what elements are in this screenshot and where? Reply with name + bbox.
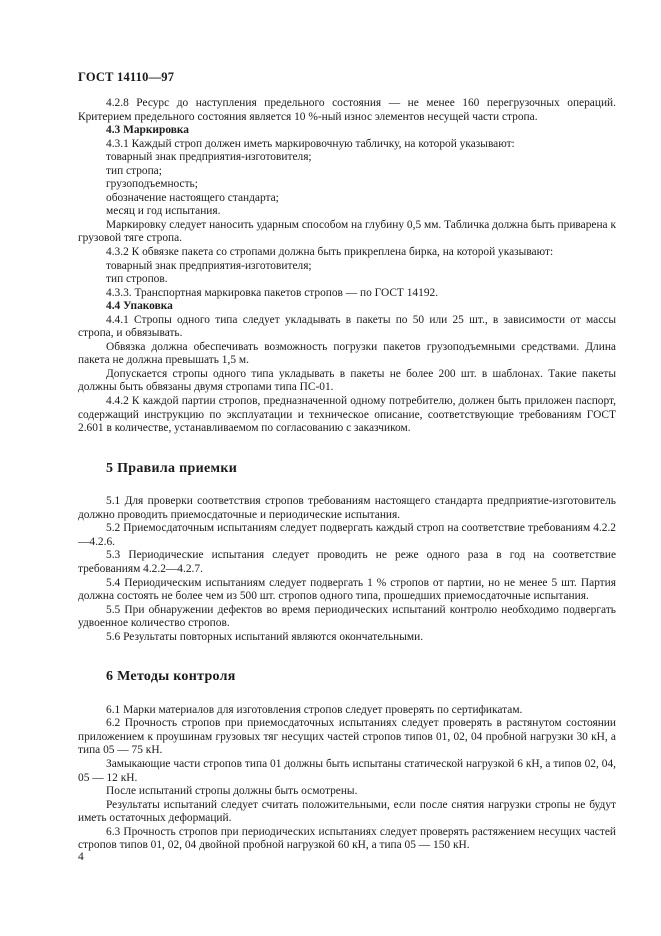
paragraph: 5.5 При обнаружении дефектов во время периодических испытаний контролю необходимо подвергать удвоенное количество стропов. [78, 603, 616, 630]
section-heading: 6 Методы контроля [106, 669, 236, 685]
list-item: месяц и год испытания. [106, 205, 221, 218]
paragraph: 4.3.3. Транспортная маркировка пакетов стропов — по ГОСТ 14192. [106, 286, 439, 299]
list-item: тип стропа; [106, 164, 162, 177]
paragraph: 4.2.8 Ресурс до наступления предельного состояния — не менее 160 перегрузочных операций. Критерием предельного состояния является 10 %-ный износ элементов несущей части стропа. [78, 97, 616, 123]
paragraph: Допускается стропы одного типа укладывать в пакеты не более 200 шт. в шаблонах. Такие пакеты должны быть обвязаны двумя стропами типа ПС-01. [78, 367, 616, 394]
paragraph: 6.1 Марки материалов для изготовления стропов следует проверять по сертификатам. [106, 703, 523, 716]
paragraph: 6.2 Прочность стропов при приемосдаточных испытаниях следует проверять в растянутом состоянии приложением к проушинам грузовых тяг несущих частей стропов типов 01, 02, 04 пробной нагрузки 30 кН, а типа 05 — 75 кН. [78, 717, 616, 757]
paragraph: 5.3 Периодические испытания следует проводить не реже одного раза в год на соответствие требованиям 4.2.2—4.2.7. [78, 549, 616, 575]
paragraph: 6.3 Прочность стропов при периодических испытаниях следует проверять растяжением несущих частей стропов типов 01, 02, 04 двойной пробной нагрузкой 60 кН, а типа 05 — 150 кН. [78, 825, 616, 852]
paragraph: После испытаний стропы должны быть осмотрены. [106, 785, 358, 798]
paragraph: Замыкающие части стропов типа 01 должны быть испытаны статической нагрузкой 6 кН, а типов 02, 04, 05 — 12 кН. [78, 757, 616, 784]
paragraph: 4.4.1 Стропы одного типа следует укладывать в пакеты по 50 или 25 шт., в зависимости от массы стропа, и обвязывать. [78, 313, 616, 340]
list-item: тип стропов. [106, 273, 168, 286]
document-body [78, 97, 616, 853]
paragraph: Обвязка должна обеспечивать возможность погрузки пакетов грузоподъемными средствами. Длина пакета не должна превышать 1,5 м. [78, 340, 616, 367]
paragraph: 5.4 Периодическим испытаниям следует подвергать 1 % стропов от партии, но не менее 5 шт. Партия должна состоять не более чем из 500 шт. стропов одного типа, прошедших приемосдаточные испытания. [78, 576, 616, 603]
list-item: товарный знак предприятия-изготовителя; [106, 151, 312, 164]
section-spacer [78, 436, 616, 462]
subsection-heading: 4.3 Маркировка [106, 124, 189, 137]
list-item: товарный знак предприятия-изготовителя; [106, 259, 312, 272]
paragraph: 5.6 Результаты повторных испытаний являются окончательными. [106, 630, 424, 643]
page-number: 4 [78, 851, 84, 863]
list-item: грузоподъемность; [106, 178, 198, 191]
paragraph: 5.2 Приемосдаточным испытаниям следует подвергать каждый строп на соответствие требованиям 4.2.2—4.2.6. [78, 522, 616, 548]
document-header: ГОСТ 14110—97 [78, 70, 175, 84]
section-spacer [78, 644, 616, 670]
list-item: обозначение настоящего стандарта; [106, 191, 279, 204]
paragraph: 5.1 Для проверки соответствия стропов требованиям настоящего стандарта предприятие-изготовитель должно проводить приемосдаточные и периодические испытания. [78, 495, 616, 521]
paragraph: 4.3.2 К обвязке пакета со стропами должна быть прикреплена бирка, на которой указывают: [106, 246, 554, 259]
paragraph: 4.3.1 Каждый строп должен иметь маркировочную табличку, на которой указывают: [106, 137, 515, 150]
subsection-heading: 4.4 Упаковка [106, 300, 173, 313]
paragraph: Маркировку следует наносить ударным способом на глубину 0,5 мм. Табличка должна быть приварена к грузовой тяге стропа. [78, 218, 616, 245]
section-heading: 5 Правила приемки [106, 460, 238, 476]
paragraph: 4.4.2 К каждой партии стропов, предназначенной одному потребителю, должен быть приложен паспорт, содержащий инструкцию по эксплуатации и техническое описание, соответствующие требованиям ГОСТ 2.601 в количестве, устанавливаемом по согласованию с заказчиком. [78, 395, 616, 435]
paragraph: Результаты испытаний следует считать положительными, если после снятия нагрузки стропы не будут иметь остаточных деформаций. [78, 798, 616, 825]
section-spacer [78, 475, 616, 495]
section-spacer [78, 684, 616, 704]
